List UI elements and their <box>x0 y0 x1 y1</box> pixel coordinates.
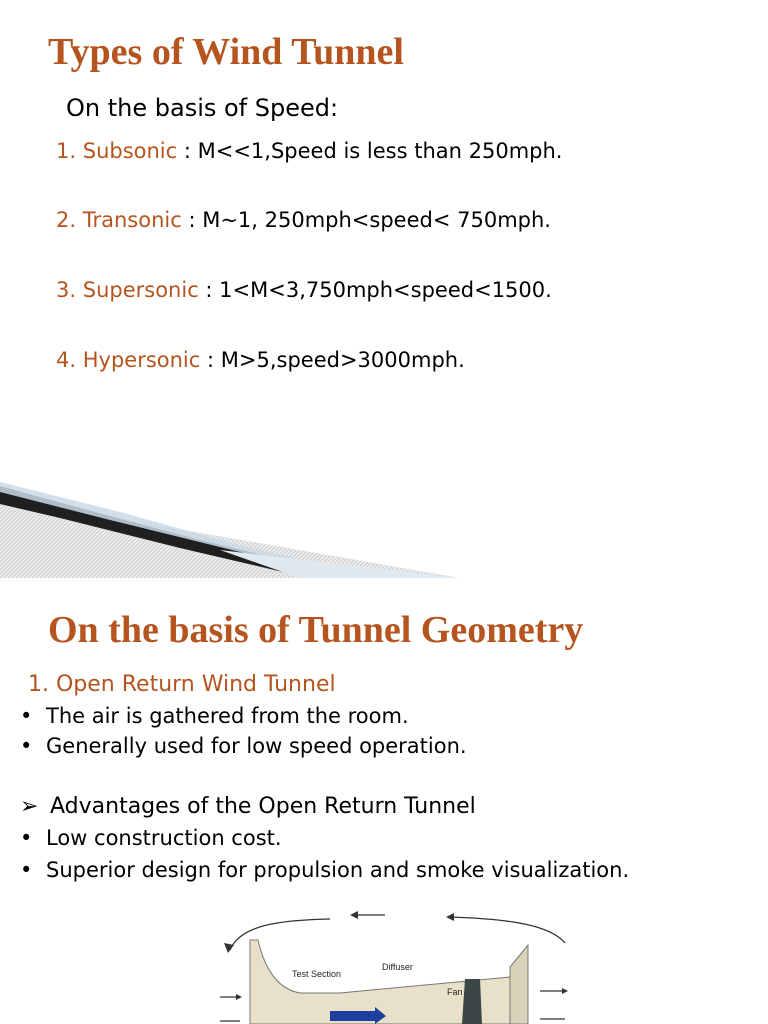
item-name: Hypersonic <box>82 348 201 372</box>
label-diffuser: Diffuser <box>382 962 413 972</box>
arrow-bullet-icon: ➢ <box>20 794 39 819</box>
bullet-item <box>20 734 467 758</box>
speed-item-subsonic <box>56 139 562 163</box>
speed-item-hypersonic <box>56 348 465 372</box>
item-description: : M~1, 250mph<speed< 750mph. <box>181 208 551 232</box>
label-test-section: Test Section <box>292 969 342 979</box>
item-description: : M<<1,Speed is less than 250mph. <box>177 139 563 163</box>
bullet-text: Superior design for propulsion and smoke visualization. <box>46 858 630 882</box>
open-return-tunnel-diagram <box>210 905 590 1024</box>
speed-item-supersonic <box>56 278 552 302</box>
advantages-heading <box>20 794 476 819</box>
bullet-item <box>20 858 629 882</box>
slide1-title: Types of Wind Tunnel <box>48 31 404 73</box>
item-number: 4. <box>56 348 77 372</box>
item-name: Supersonic <box>82 278 199 302</box>
item-name: Transonic <box>82 208 182 232</box>
slide2-title: On the basis of Tunnel Geometry <box>48 609 584 651</box>
bullet-text: The air is gathered from the room. <box>46 704 409 728</box>
return-arc-left <box>230 919 330 950</box>
item-number: 1. <box>56 139 77 163</box>
fan-blade <box>462 979 482 1024</box>
bullet-text: Low construction cost. <box>46 826 282 850</box>
decorative-swoosh-banner <box>0 478 460 578</box>
advantages-heading-text: Advantages of the Open Return Tunnel <box>50 794 476 819</box>
bullet-item <box>20 826 282 850</box>
speed-item-transonic <box>56 208 551 232</box>
item-name: Subsonic <box>82 139 178 163</box>
open-return-heading: 1. Open Return Wind Tunnel <box>28 672 336 697</box>
label-fan: Fan <box>447 987 463 997</box>
item-description: : M>5,speed>3000mph. <box>200 348 465 372</box>
bullet-text: Generally used for low speed operation. <box>46 734 467 758</box>
speed-basis-heading: On the basis of Speed: <box>66 94 339 122</box>
bullet-icon: • <box>20 826 33 850</box>
bullet-icon: • <box>20 704 33 728</box>
item-number: 2. <box>56 208 77 232</box>
item-description: : 1<M<3,750mph<speed<1500. <box>198 278 552 302</box>
return-arc-right <box>450 917 565 943</box>
bullet-icon: • <box>20 858 33 882</box>
item-number: 3. <box>56 278 77 302</box>
bullet-icon: • <box>20 734 33 758</box>
bullet-item <box>20 704 409 728</box>
